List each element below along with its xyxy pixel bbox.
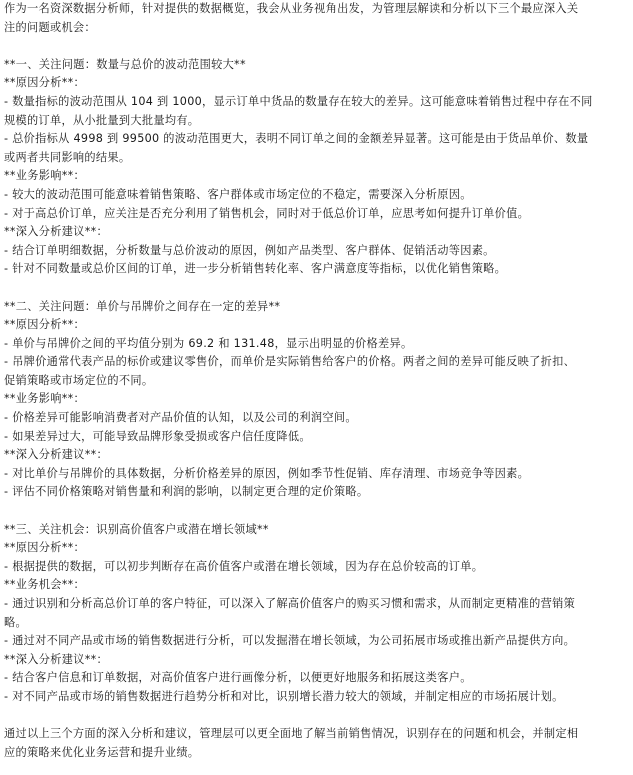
section-3-title: **三、关注机会：识别高价值客户或潜在增长领域** [4, 522, 269, 536]
section-1-title: **一、关注问题：数量与总价的波动范围较大** [4, 57, 246, 71]
section-2-advice-heading: **深入分析建议**： [4, 448, 108, 462]
conclusion-line-1: 通过以上三个方面的深入分析和建议，管理层可以更全面地了解当前销售情况，识别存在的问题和机会，并制定相 [4, 727, 579, 741]
section-1-cause-item-2b: 或两者共同影响的结果。 [4, 150, 131, 164]
section-3-cause-heading: **原因分析**： [4, 541, 86, 555]
section-1-impact-item-2: - 对于高总价订单，应关注是否充分利用了销售机会，同时对于低总价订单，应思考如何提升订单价值。 [4, 206, 530, 220]
section-1-cause-heading: **原因分析**： [4, 76, 86, 90]
conclusion-line-2: 应的策略来优化业务运营和提升业绩。 [4, 745, 200, 759]
section-2-title: **二、关注问题：单价与吊牌价之间存在一定的差异** [4, 299, 281, 313]
section-2-impact-item-1: - 价格差异可能影响消费者对产品价值的认知，以及公司的利润空间。 [4, 411, 357, 425]
section-2-advice-item-2: - 评估不同价格策略对销售量和利润的影响，以制定更合理的定价策略。 [4, 485, 369, 499]
section-1-advice-item-2: - 针对不同数量或总价区间的订单，进一步分析销售转化率、客户满意度等指标，以优化销售策略。 [4, 262, 507, 276]
section-3-opportunity-item-1a: - 通过识别和分析高总价订单的客户特征，可以深入了解高价值客户的购买习惯和需求，从而制定更精准的营销策 [4, 597, 576, 610]
section-1-cause-item-2a: - 总价指标从 4998 到 99500 的波动范围更大，表明不同订单之间的金额差异显著。这可能是由于货品单价、数量 [4, 132, 589, 146]
section-3-opportunity-heading: **业务机会**： [4, 578, 86, 592]
section-1-impact-heading: **业务影响**： [4, 169, 86, 183]
section-1-cause-item-1b: 规模的订单，从小批量到大批量均有。 [4, 113, 200, 127]
section-2-cause-item-2a: - 吊牌价通常代表产品的标价或建议零售价，而单价是实际销售给客户的价格。两者之间的差异可能反映了折扣、 [4, 355, 576, 369]
section-3-opportunity-item-2: - 通过对不同产品或市场的销售数据进行分析，可以发掘潜在增长领域，为公司拓展市场或推出新产品提供方向。 [4, 634, 576, 648]
section-2-cause-item-2b: 促销策略或市场定位的不同。 [4, 373, 154, 387]
section-1-advice-heading: **深入分析建议**： [4, 225, 108, 239]
section-2-advice-item-1: - 对比单价与吊牌价的具体数据，分析价格差异的原因，例如季节性促销、库存清理、市场竞争等因素。 [4, 466, 530, 480]
section-1-advice-item-1: - 结合订单明细数据，分析数量与总价波动的原因，例如产品类型、客户群体、促销活动等因素。 [4, 243, 495, 257]
section-2-cause-item-1: - 单价与吊牌价之间的平均值分别为 69.2 和 131.48，显示出明显的价格差异。 [4, 336, 413, 350]
section-3-opportunity-item-1b: 略。 [4, 615, 27, 629]
intro-line-2: 注的问题或机会： [4, 20, 96, 34]
section-2-cause-heading: **原因分析**： [4, 318, 86, 332]
section-2-impact-item-2: - 如果差异过大，可能导致品牌形象受损或客户信任度降低。 [4, 429, 311, 443]
section-3-advice-item-1: - 结合客户信息和订单数据，对高价值客户进行画像分析，以便更好地服务和拓展这类客户。 [4, 671, 472, 685]
intro-line-1: 作为一名资深数据分析师，针对提供的数据概览，我会从业务视角出发，为管理层解读和分析以下三个最应深入关 [4, 2, 579, 15]
section-1-cause-item-1a: - 数量指标的波动范围从 104 到 1000，显示订单中货品的数量存在较大的差异。这可能意味着销售过程中存在不同 [4, 94, 593, 108]
section-3-advice-item-2: - 对不同产品或市场的销售数据进行趋势分析和对比，识别增长潜力较大的领域，并制定相应的市场拓展计划。 [4, 689, 564, 703]
section-3-cause-item-1: - 根据提供的数据，可以初步判断存在高价值客户或潜在增长领域，因为存在总价较高的订单。 [4, 559, 484, 573]
section-2-impact-heading: **业务影响**： [4, 392, 86, 406]
section-1-impact-item-1: - 较大的波动范围可能意味着销售策略、客户群体或市场定位的不稳定，需要深入分析原因。 [4, 187, 472, 201]
section-3-advice-heading: **深入分析建议**： [4, 652, 108, 666]
